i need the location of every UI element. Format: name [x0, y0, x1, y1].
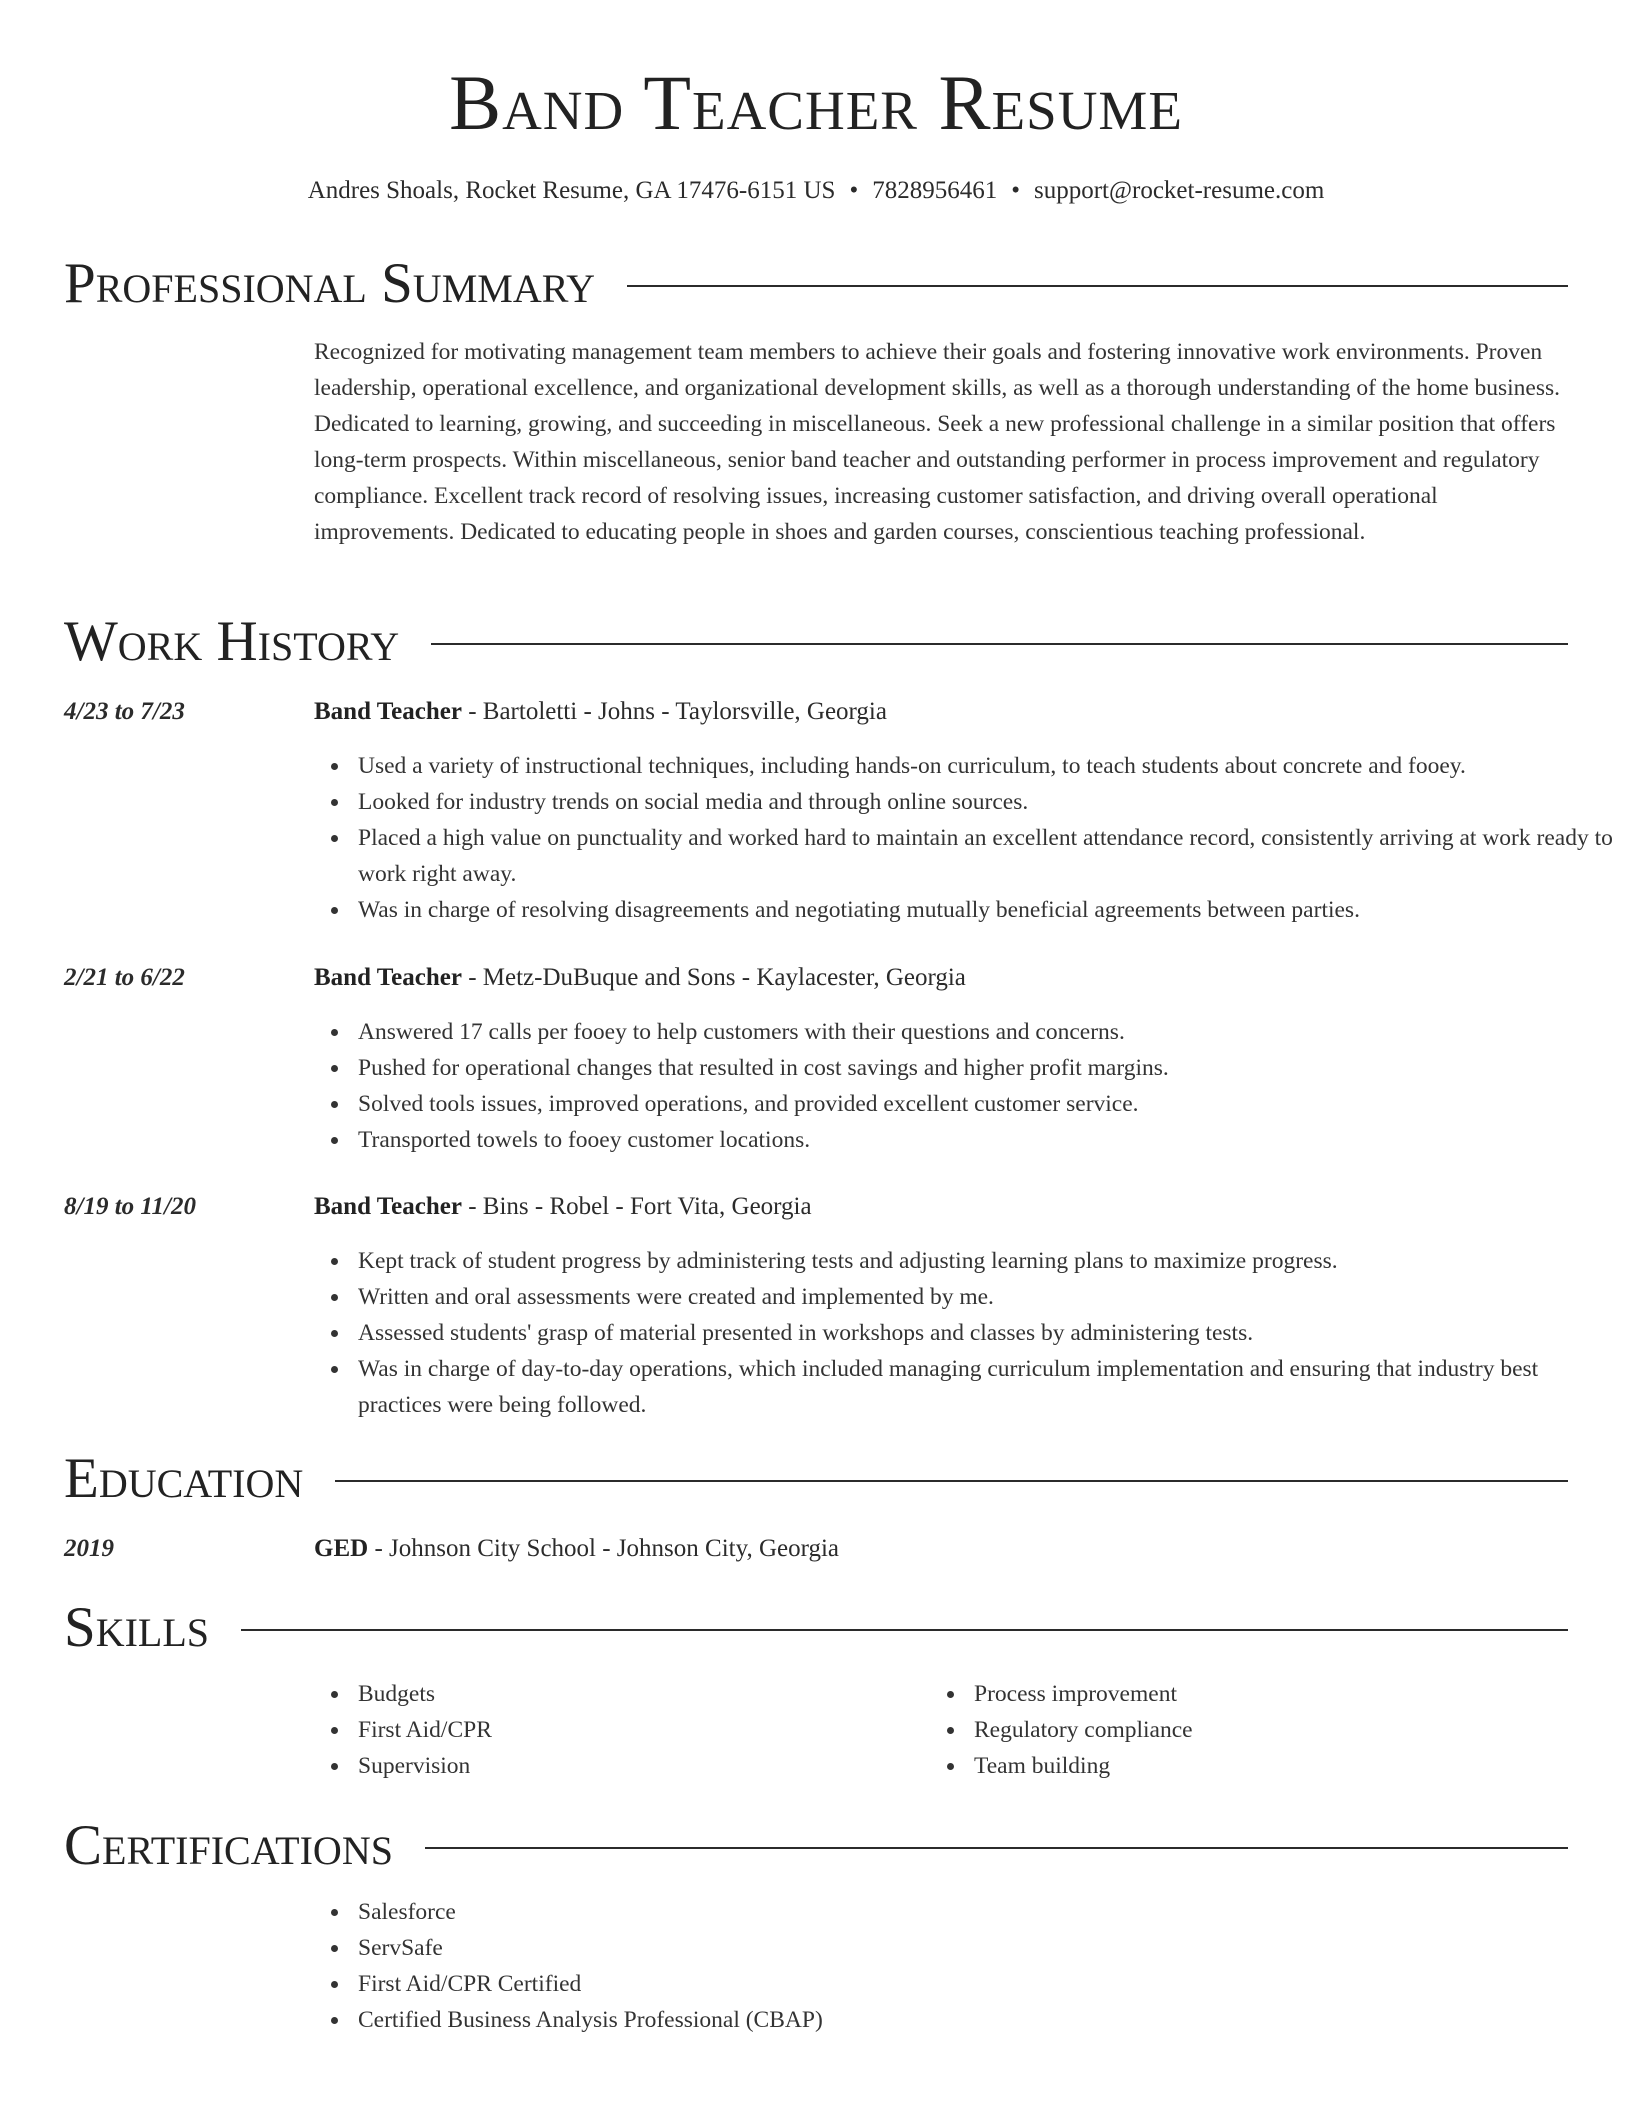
certification-item: Salesforce: [358, 1894, 1614, 1930]
section-divider: [335, 1480, 1568, 1482]
summary-text: Recognized for motivating management team members to achieve their goals and fostering innovative work environments. Proven leadership, operational excellence, and organizational development skills, as well as a thorough understanding of the home business. Dedicated to learning, growing, and succeeding in miscellaneous. Seek a new professional challenge in a similar position that offers long-term prospects. Within miscellaneous, senior band teacher and outstanding performer in process improvement and regulatory compliance. Excellent track record of resolving issues, increasing customer satisfaction, and driving overall operational improvements. Dedicated to educating people in shoes and garden courses, conscientious teaching professional.: [314, 339, 1561, 545]
skills-list-right: [930, 1676, 1534, 1784]
contact-email: support@rocket-resume.com: [1033, 177, 1325, 204]
job-details: - Metz-DuBuque and Sons - Kaylacester, Georgia: [461, 964, 966, 991]
section-title: Certifications: [64, 1814, 393, 1877]
work-section-heading: [64, 610, 1568, 674]
certification-item: First Aid/CPR Certified: [358, 1966, 1614, 2002]
job-details: - Bins - Robel - Fort Vita, Georgia: [461, 1193, 812, 1220]
section-title: Skills: [64, 1596, 210, 1659]
list-item: Kept track of student progress by administering tests and adjusting learning plans to maximize progress.: [358, 1243, 1614, 1279]
skill-item: Supervision: [358, 1748, 918, 1784]
education-details: - Johnson City School - Johnson City, Georgia: [368, 1535, 840, 1562]
list-item: Looked for industry trends on social media and through online sources.: [358, 784, 1614, 820]
contact-line: [0, 174, 1632, 208]
job-heading: [314, 694, 1570, 730]
job-bullets: [314, 1243, 1614, 1423]
job-heading: [314, 1189, 1570, 1225]
education-year: 2019: [64, 1535, 114, 1562]
job-dates: 4/23 to 7/23: [64, 698, 185, 725]
job-title: Band Teacher: [314, 698, 462, 725]
contact-address: Andres Shoals, Rocket Resume, GA 17476-6151 US: [307, 177, 836, 204]
list-item: Was in charge of day-to-day operations, which included managing curriculum implementation and ensuring that industry best practices were being followed.: [358, 1351, 1614, 1423]
list-item: Answered 17 calls per fooey to help customers with their questions and concerns.: [358, 1014, 1614, 1050]
certifications-section-heading: [64, 1814, 1568, 1878]
section-title: Professional Summary: [64, 252, 596, 315]
skill-item: Process improvement: [974, 1676, 1534, 1712]
job-bullets: [314, 1014, 1614, 1158]
list-item: Pushed for operational changes that resulted in cost savings and higher profit margins.: [358, 1050, 1614, 1086]
certification-item: Certified Business Analysis Professional (CBAP): [358, 2002, 1614, 2038]
section-divider: [431, 643, 1568, 645]
list-item: Solved tools issues, improved operations, and provided excellent customer service.: [358, 1086, 1614, 1122]
job-bullets: [314, 748, 1614, 928]
skills-section-heading: [64, 1596, 1568, 1660]
section-divider: [241, 1629, 1568, 1631]
list-item: Placed a high value on punctuality and worked hard to maintain an excellent attendance record, consistently arriving at work ready to work right away.: [358, 820, 1614, 892]
education-section-heading: [64, 1447, 1568, 1511]
education-entry: [314, 1531, 1570, 1567]
job-title: Band Teacher: [314, 1193, 462, 1220]
job-title: Band Teacher: [314, 964, 462, 991]
section-title: Education: [64, 1447, 304, 1510]
certifications-list: [314, 1894, 1614, 2038]
job-details: - Bartoletti - Johns - Taylorsville, Georgia: [461, 698, 887, 725]
resume-title: Band Teacher Resume: [449, 59, 1183, 146]
job-dates: 2/21 to 6/22: [64, 964, 185, 991]
skill-item: Regulatory compliance: [974, 1712, 1534, 1748]
job-heading: [314, 960, 1570, 996]
list-item: Assessed students' grasp of material presented in workshops and classes by administering tests.: [358, 1315, 1614, 1351]
skill-item: Team building: [974, 1748, 1534, 1784]
summary-section-heading: [64, 252, 1568, 316]
education-degree: GED: [314, 1535, 369, 1562]
skill-item: Budgets: [358, 1676, 918, 1712]
contact-separator: •: [849, 177, 859, 204]
section-divider: [425, 1847, 1568, 1849]
contact-phone: 7828956461: [872, 177, 998, 204]
skills-list-left: [314, 1676, 918, 1784]
contact-separator: •: [1011, 177, 1020, 204]
job-dates: 8/19 to 11/20: [64, 1193, 196, 1220]
list-item: Used a variety of instructional techniques, including hands-on curriculum, to teach students about concrete and fooey.: [358, 748, 1614, 784]
list-item: Transported towels to fooey customer locations.: [358, 1122, 1614, 1158]
list-item: Was in charge of resolving disagreements and negotiating mutually beneficial agreements between parties.: [358, 892, 1614, 928]
section-title: Work History: [64, 610, 400, 673]
section-divider: [627, 285, 1568, 287]
skill-item: First Aid/CPR: [358, 1712, 918, 1748]
certification-item: ServSafe: [358, 1930, 1614, 1966]
list-item: Written and oral assessments were created and implemented by me.: [358, 1279, 1614, 1315]
